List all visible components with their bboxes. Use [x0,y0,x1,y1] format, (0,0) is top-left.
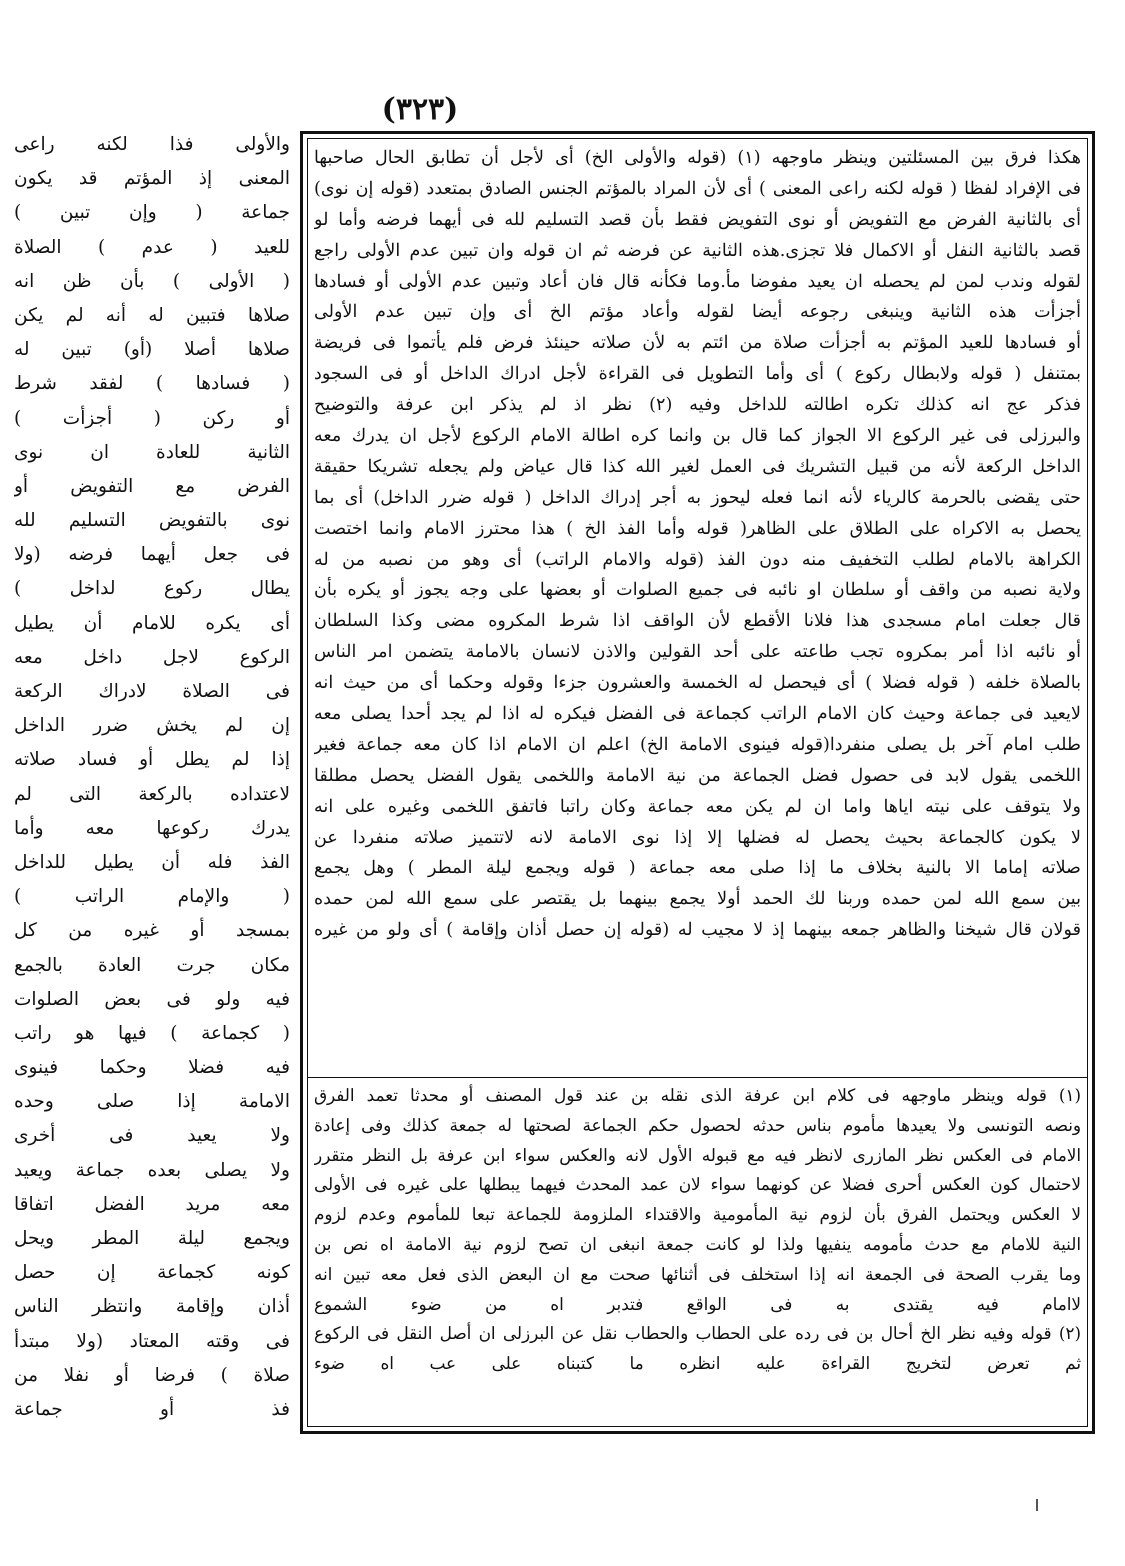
scan-mark [1036,1499,1038,1511]
commentary-line: ولاية نصبه من واقف أو سلطان او نائبه فى جميع الصلوات أو بعضها على وجه يجوز أو يكره بأن [314,580,1081,601]
footnote-line: (٢) قوله وفيه نظر الخ أحال بن فى رده على الحطاب والحطاب نقل عن البرزلى ان أصل النقل فى الركوع [314,1323,1081,1344]
commentary-line: قولان قال شيخنا والظاهر جمعه بينهما إذ لا مجيب له (قوله إن حصل أذان وإقامة ) أى ولو من غيره [314,920,1081,941]
matn-line: ( فسادها ) لفقد شرط [14,373,290,395]
matn-line: ( كجماعة ) فيها هو راتب [14,1022,290,1044]
commentary-line: أو نائبه اذا أمر بمكروه تجب طاعته على أحد القولين والاذن لانسان بالامامة يتضمن امر الناس [314,642,1081,663]
commentary-line: لايعيد فى جماعة وحيث كان الامام الراتب كجماعة فى الفضل فيكره له اذا لم يجد أحدا يصلى معه [314,704,1081,725]
matn-line: الفذ فله أن يطيل للداخل [14,851,290,873]
main-text-frame [300,131,1095,1434]
matn-line: ولا يعيد فى أخرى [14,1125,290,1147]
commentary-line: صلاته إماما الا بالنية بخلاف ما إذا صلى معه جماعة ( قوله ويجمع ليلة المطر ) وهل يجمع [314,858,1081,879]
footnotes-block [314,1081,1081,1418]
matn-line: يطال ركوع لداخل ) [14,578,290,600]
commentary-line: حتى يقضى بالحرمة كالرياء لأنه انما فعله ليحوز به أجر إدراك الداخل ( قوله ضرر الداخل) أى بما [314,487,1081,508]
footnote-line: لاحتمال كون العكس أحرى فضلا عن كونهما سواء لان عمد المحدث فيهما يبطلها على غيره فى الأولى [314,1174,1081,1195]
main-text-inner-border [307,138,1088,1427]
matn-line: بمسجد أو غيره من كل [14,920,290,942]
commentary-line: بمتنفل ( قوله ولابطال ركوع ) أى وأما التطويل فى القراءة لأجل ادراك الداخل أو فى السجود [314,364,1081,385]
matn-line: إذا لم يطل أو فساد صلاته [14,749,290,771]
matn-line: صلاها أصلا (أو) تبين له [14,339,290,361]
commentary-line: طلب امام آخر بل يصلى منفردا(قوله فينوى الامامة الخ) اعلم ان الامام اذا كان معه جماعة فغير [314,734,1081,755]
matn-side-column [14,128,290,1428]
commentary-line: فذكر عج انه كذلك تكره اطالته للداخل وفيه (٢) نظر اذ لم يذكر ابن عرفة والتوضيح [314,395,1081,416]
commentary-line: قال جعلت امام مسجدى هذا فلانا الأقطع لأن الواقف اذا شرط المكروه مضى وكذا السلطان [314,611,1081,632]
commentary-line: قصد بالثانية النفل أو الاكمال فلا تجزى.هذه الثانية عن فرضه ثم ان قوله وان تبين عدم الأولى راجع [314,240,1081,261]
commentary-line: والبرزلى فى غير الركوع الا الجواز كما قال بن وانما كره اطالة الامام الركوع لأجل ان يدرك معه [314,426,1081,447]
footnote-line: وما يقرب الصحة فى الجمعة انه إذا استخلف فى أثنائها صحت مع ان البعض الذى فعل معه تبين انه [314,1263,1081,1284]
footnote-line: لا العكس ويحتمل الفرق بأن لزوم نية المأمومية والاقتداء الملزومة للجماعة تبعا للمأموم وعدم لزوم [314,1204,1081,1225]
footnote-line: ونصه التونسى ولا يعيدها مأموم بناس حدثه لحصول حكم الجماعة لصحتها له جمعة كذلك وفى إعادة [314,1114,1081,1135]
commentary-line: الكراهة بالامام لطلب التخفيف منه دون الفذ (قوله والامام الراتب) أى وهو من نصبه من له [314,549,1081,570]
matn-line: المعنى إذ المؤتم قد يكون [14,168,290,190]
matn-line: الركوع لاجل داخل معه [14,646,290,668]
matn-line: الامامة إذا صلى وحده [14,1091,290,1113]
commentary-line: يحصل به الاكراه على الطلاق على الظاهر( قوله وأما الفذ الخ ) هذا محترز الامام وانما اختصت [314,518,1081,539]
commentary-block [314,143,1081,1073]
matn-line: الفرض مع التفويض أو [14,475,290,497]
matn-line: ولا يصلى بعده جماعة ويعيد [14,1159,290,1181]
footnote-line: لاامام فيه يقتدى به فى الواقع فتدبر اه من ضوء الشموع [314,1293,1081,1314]
footnote-line: (١) قوله وينظر ماوجهه فى كلام ابن عرفة الذى نقله بن عند قول المصنف أو محدثا تعمد الفرق [314,1085,1081,1105]
matn-line: كونه كجماعة إن حصل [14,1262,290,1284]
matn-line: أى يكره للامام أن يطيل [14,612,290,634]
commentary-line: أى بالثانية الفرض مع التفويض أو نوى التفويض فقط بأن قصد التسليم لله فى أيهما فرضه وأما لو [314,209,1081,230]
matn-line: لاعتداده بالركعة التى لم [14,783,290,805]
footnote-separator [308,1077,1087,1078]
commentary-line: الداخل الركعة لأنه من قبيل التشريك فى العمل لغير الله كذا قال عياض ولم يجعله تشريكا حقيقة [314,456,1081,477]
matn-line: يدرك ركوعها معه وأما [14,817,290,839]
commentary-line: ولا يتوقف على نيته اياها واما ان لم يكن معه جماعة وكان راتبا فاتفق اللخمى وغيره على انه [314,796,1081,817]
matn-line: فى وقته المعتاد (ولا مبتدأ [14,1330,290,1352]
matn-line: ويجمع ليلة المطر ويحل [14,1228,290,1249]
footnote-line: النية للامام مع حدث مأمومه ينفيها ولذا لو كانت جمعة انبغى ان تصح لزوم نية الامامة اه نص بن [314,1233,1081,1254]
matn-line: أذان وإقامة وانتظر الناس [14,1296,290,1318]
page-number: (٣٢٣) [381,92,459,127]
matn-line: ( الأولى ) بأن ظن انه [14,270,290,292]
matn-line: معه مريد الفضل اتفاقا [14,1193,290,1215]
matn-line: جماعة ( وإن تبين ) [14,202,290,224]
matn-line: فيه فضلا وحكما فينوى [14,1057,290,1079]
commentary-line: بالصلاة خلفه ( قوله فضلا ) أى فيحصل له الخمسة والعشرون جزءا وقوله وحكما أى من حيث انه [314,673,1081,694]
matn-line: والأولى فذا لكنه راعى [14,134,290,155]
footnote-line: الامام فى العكس نظر المازرى لانظر فيه مع قبوله الأول لانه والعكس سواء ابن عرفة بل النظر متقرر [314,1144,1081,1165]
commentary-line: فى الإفراد لفظا ( قوله لكنه راعى المعنى ) أى لأن المراد بالمؤتم الجنس الصادق بمتعدد (قوله إن نوى) [314,178,1081,199]
matn-line: مكان جرت العادة بالجمع [14,954,290,976]
matn-line: فى الصلاة لادراك الركعة [14,681,290,702]
commentary-line: اللخمى يقول لابد فى حصول فضل الجماعة من نية الامامة واللخمى يقول الفضل يحصل مطلقا [314,765,1081,786]
commentary-line: هكذا فرق بين المسئلتين وينظر ماوجهه (١) (قوله والأولى الخ) أى لأجل أن تطابق الحال صاحبها [314,148,1081,168]
commentary-line: بين سمع الله لمن حمده وربنا لك الحمد أولا يجمع بينهما بل يقتصر على سمع الله لمن حمده [314,889,1081,910]
matn-line: فذ أو جماعة [14,1398,290,1420]
matn-line: إن لم يخش ضرر الداخل [14,715,290,737]
matn-line: أو ركن ( أجزأت ) [14,407,290,429]
footnote-line: ثم تعرض لتخريج القراءة عليه انظره ما كتبناه على عب اه ضوء [314,1353,1081,1374]
matn-line: للعيد ( عدم ) الصلاة [14,236,290,258]
matn-line: نوى بالتفويض التسليم لله [14,510,290,532]
matn-line: الثانية للعادة ان نوى [14,441,290,463]
matn-line: صلاها فتبين له أنه لم يكن [14,304,290,326]
commentary-line: أو فسادها للعيد المؤتم به أجزأت صلاة من ائتم به لأن صلاته حينئذ فرض فلم يأتموا فى فريضة [314,333,1081,354]
commentary-line: لا يكون كالجماعة بحيث يحصل له فضلها إلا إذا نوى الامامة لانه لاتتميز صلاته منفردا عن [314,827,1081,848]
matn-line: صلاة ) فرضا أو نفلا من [14,1364,290,1386]
commentary-line: أجزأت هذه الثانية وينبغى رجوعه أيضا لقوله وأعاد مؤتم الخ أى وإن تبين عدم الأولى [314,302,1081,323]
matn-line: فيه ولو فى بعض الصلوات [14,988,290,1010]
matn-line: ( والإمام الراتب ) [14,886,290,908]
matn-line: فى جعل أيهما فرضه (ولا [14,544,290,566]
commentary-line: لقوله وندب لمن لم يحصله ان يعيد مفوضا مأ.وما فكأنه قال فان أعاد وتبين عدم الأولى أو فسادها [314,271,1081,292]
